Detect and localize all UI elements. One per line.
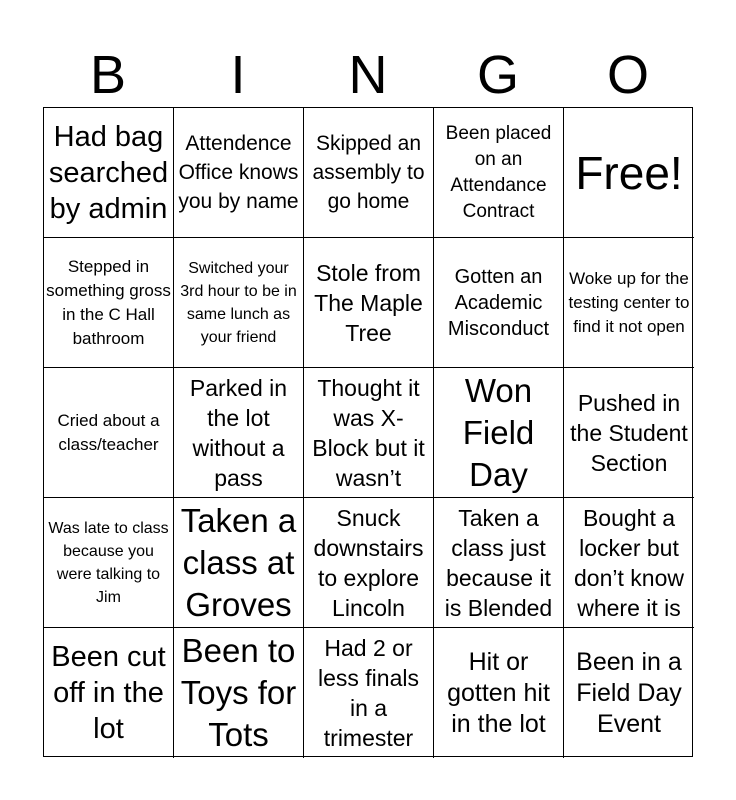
bingo-cell[interactable] <box>434 498 564 628</box>
header-letter-n: N <box>348 45 388 105</box>
bingo-cell[interactable] <box>174 108 304 238</box>
header-letter-o: O <box>606 45 649 105</box>
cell-text: Been to Toys for Tots <box>180 632 297 753</box>
bingo-cell[interactable] <box>174 368 304 498</box>
cell-text: Stepped in something gross in the C Hall bathroom <box>46 256 171 348</box>
cell-text: Was late to class because you were talking to Jim <box>48 519 169 606</box>
bingo-cell[interactable] <box>304 368 434 498</box>
cell-text: Parked in the lot without a pass <box>189 374 288 491</box>
bingo-cell[interactable] <box>434 238 564 368</box>
bingo-board <box>43 107 693 757</box>
cell-text: Woke up for the testing center to find it not open <box>568 268 690 336</box>
cell-text: Hit or gotten hit in the lot <box>447 647 550 738</box>
bingo-header <box>43 44 693 106</box>
cell-text: Snuck downstairs to explore Lincoln <box>313 504 424 621</box>
cell-text: Been in a Field Day Event <box>576 647 682 738</box>
bingo-cell[interactable] <box>434 368 564 498</box>
cell-text: Free! <box>575 146 683 199</box>
cell-text: Stole from The Maple Tree <box>314 259 423 346</box>
cell-text: Been placed on an Attendance Contract <box>445 122 552 222</box>
bingo-cell[interactable] <box>564 628 694 758</box>
bingo-cell[interactable] <box>44 628 174 758</box>
bingo-cell[interactable] <box>174 238 304 368</box>
cell-text: Thought it was X-Block but it wasn’t <box>312 374 425 491</box>
header-letter-b: B <box>89 45 127 105</box>
bingo-cell[interactable] <box>564 498 694 628</box>
bingo-cell[interactable] <box>434 628 564 758</box>
cell-text: Gotten an Academic Misconduct <box>447 265 550 340</box>
cell-text: Had 2 or less finals in a trimester <box>318 635 419 751</box>
bingo-cell[interactable] <box>44 498 174 628</box>
bingo-cell[interactable] <box>44 238 174 368</box>
cell-text: Switched your 3rd hour to be in same lunch as your friend <box>180 259 297 346</box>
cell-text: Taken a class at Groves <box>180 501 297 623</box>
cell-text: Cried about a class/teacher <box>57 410 160 454</box>
bingo-cell[interactable] <box>174 628 304 758</box>
bingo-cell[interactable] <box>304 238 434 368</box>
bingo-cell[interactable] <box>564 238 694 368</box>
cell-text: Pushed in the Student Section <box>570 389 688 476</box>
bingo-cell[interactable] <box>174 498 304 628</box>
bingo-cell[interactable] <box>44 368 174 498</box>
bingo-cell[interactable] <box>304 108 434 238</box>
cell-text: Been cut off in the lot <box>51 641 166 745</box>
cell-text: Taken a class just because it is Blended <box>444 504 553 621</box>
bingo-cell[interactable] <box>44 108 174 238</box>
header-letter-i: I <box>230 45 246 105</box>
bingo-cell[interactable] <box>434 108 564 238</box>
bingo-cell[interactable] <box>304 628 434 758</box>
header-letter-g: G <box>476 45 519 105</box>
bingo-cell[interactable] <box>304 498 434 628</box>
cell-text: Had bag searched by admin <box>48 120 169 225</box>
bingo-cell[interactable] <box>564 368 694 498</box>
cell-text: Bought a locker but don’t know where it is <box>574 504 684 621</box>
cell-text: Skipped an assembly to go home <box>312 132 425 213</box>
cell-text: Attendence Office knows you by name <box>178 132 299 213</box>
cell-text: Won Field Day <box>462 371 535 493</box>
bingo-cell-free[interactable] <box>564 108 694 238</box>
